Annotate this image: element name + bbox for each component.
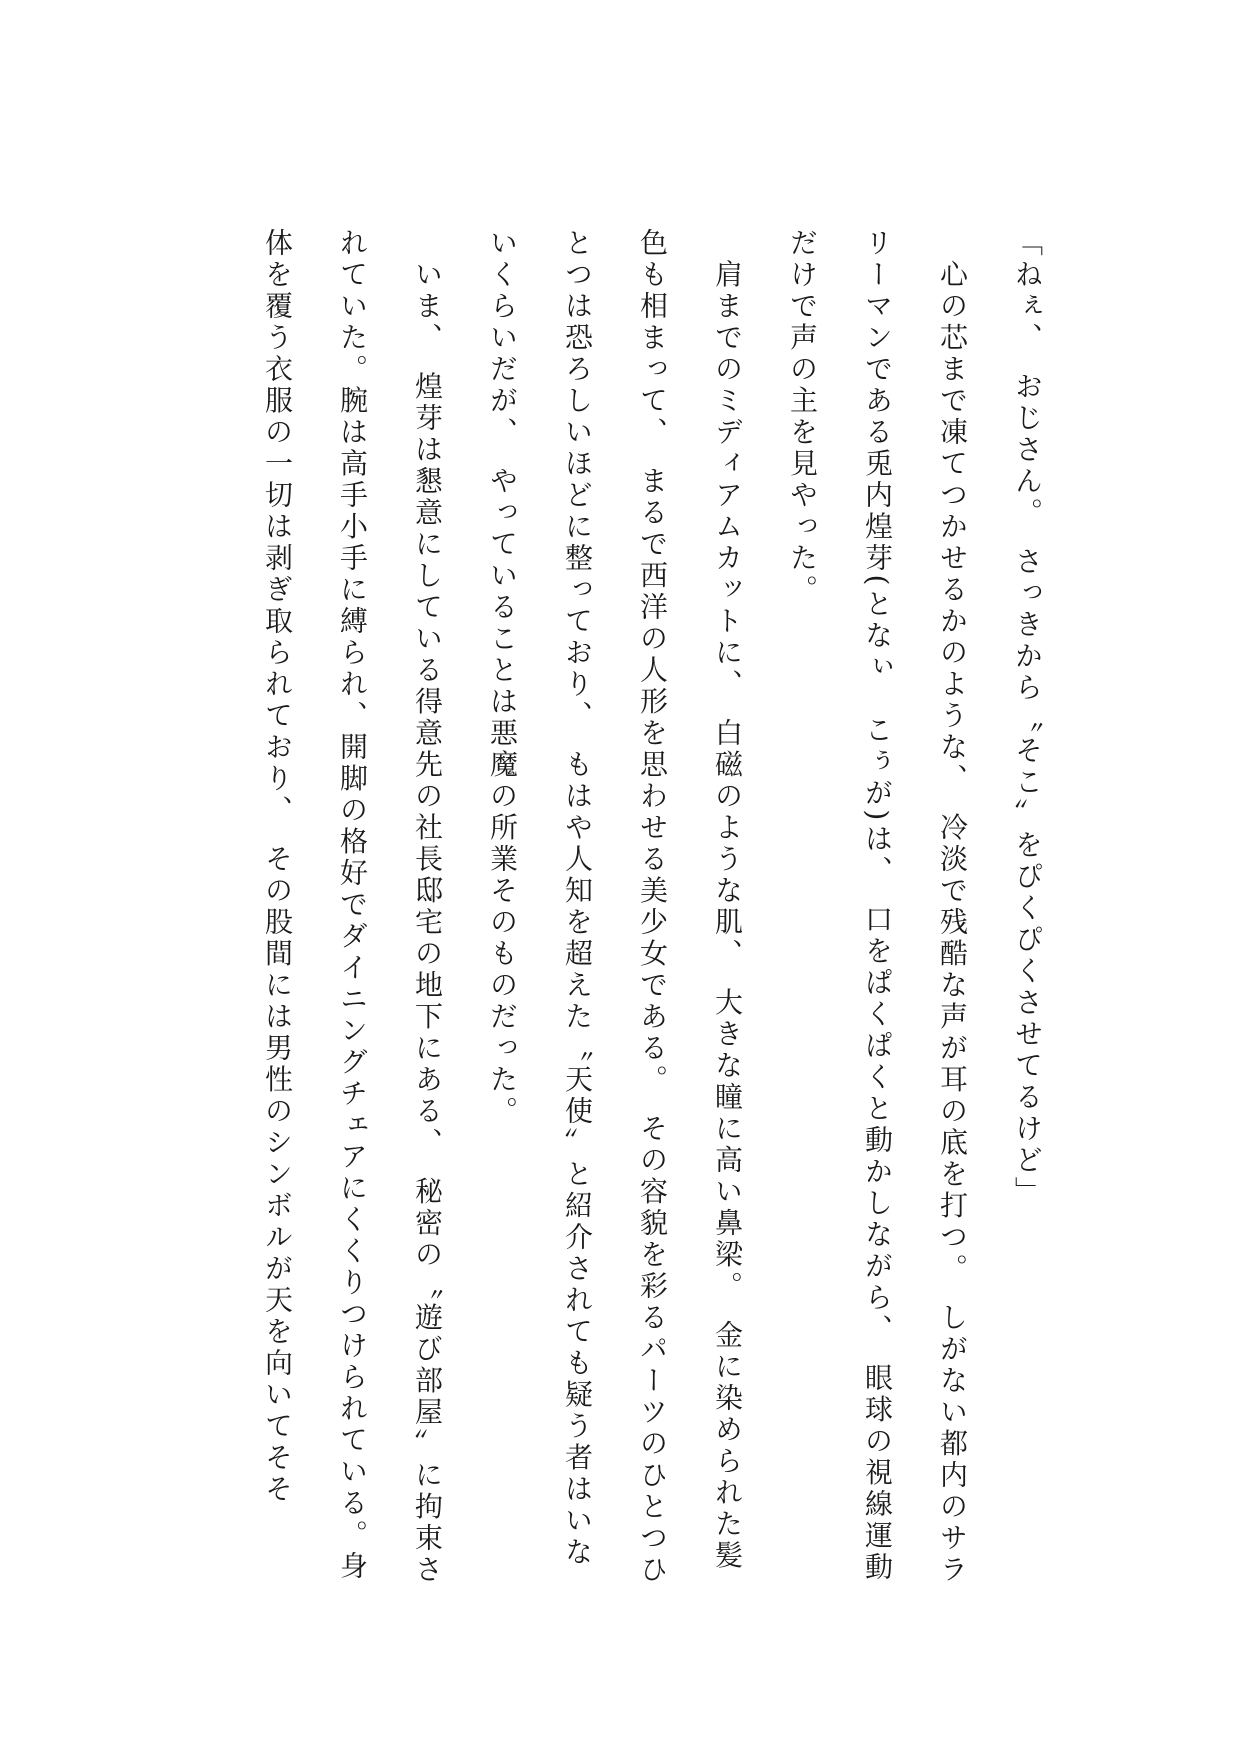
paragraph-narration-3: いま、 煌芽は懇意にしている得意先の社長邸宅の地下にある、 秘密の〝遊び部屋〟に拘束されていた。腕は高手小手に縛られ、開脚の格好でダイニングチェアにくくりつけられている。身体を覆う衣服の一切は剥ぎ取られており、 その股間には男性のシンボルが天を向いてそそ [261, 228, 444, 1586]
vertical-text-body [205, 228, 1065, 1593]
paragraph-dialogue: 「ねぇ、 おじさん。 さっきから〝そこ〟をぴくぴくさせてるけど」 [1011, 228, 1044, 1208]
paragraph-narration-2: 肩までのミディアムカットに、 白磁のような肌、 大きな瞳に高い鼻梁。 金に染められた髪色も相まって、 まるで西洋の人形を思わせる美少女である。 その容貌を彩るパーツのひとつひとつは恐ろしいほどに整っており、 もはや人知を超えた〝天使〟と紹介されても疑う者はいないくらいだが、 やっていることは悪魔の所業そのものだった。 [486, 228, 744, 1586]
paragraph-narration-1: 心の芯まで凍てつかせるかのような、 冷淡で残酷な声が耳の底を打つ。 しがない都内のサラリーマンである兎内煌芽(となぃ こぅが)は、 口をぱくぱくと動かしながら、 眼球の視線運動だけで声の主を見やった。 [786, 228, 969, 1586]
